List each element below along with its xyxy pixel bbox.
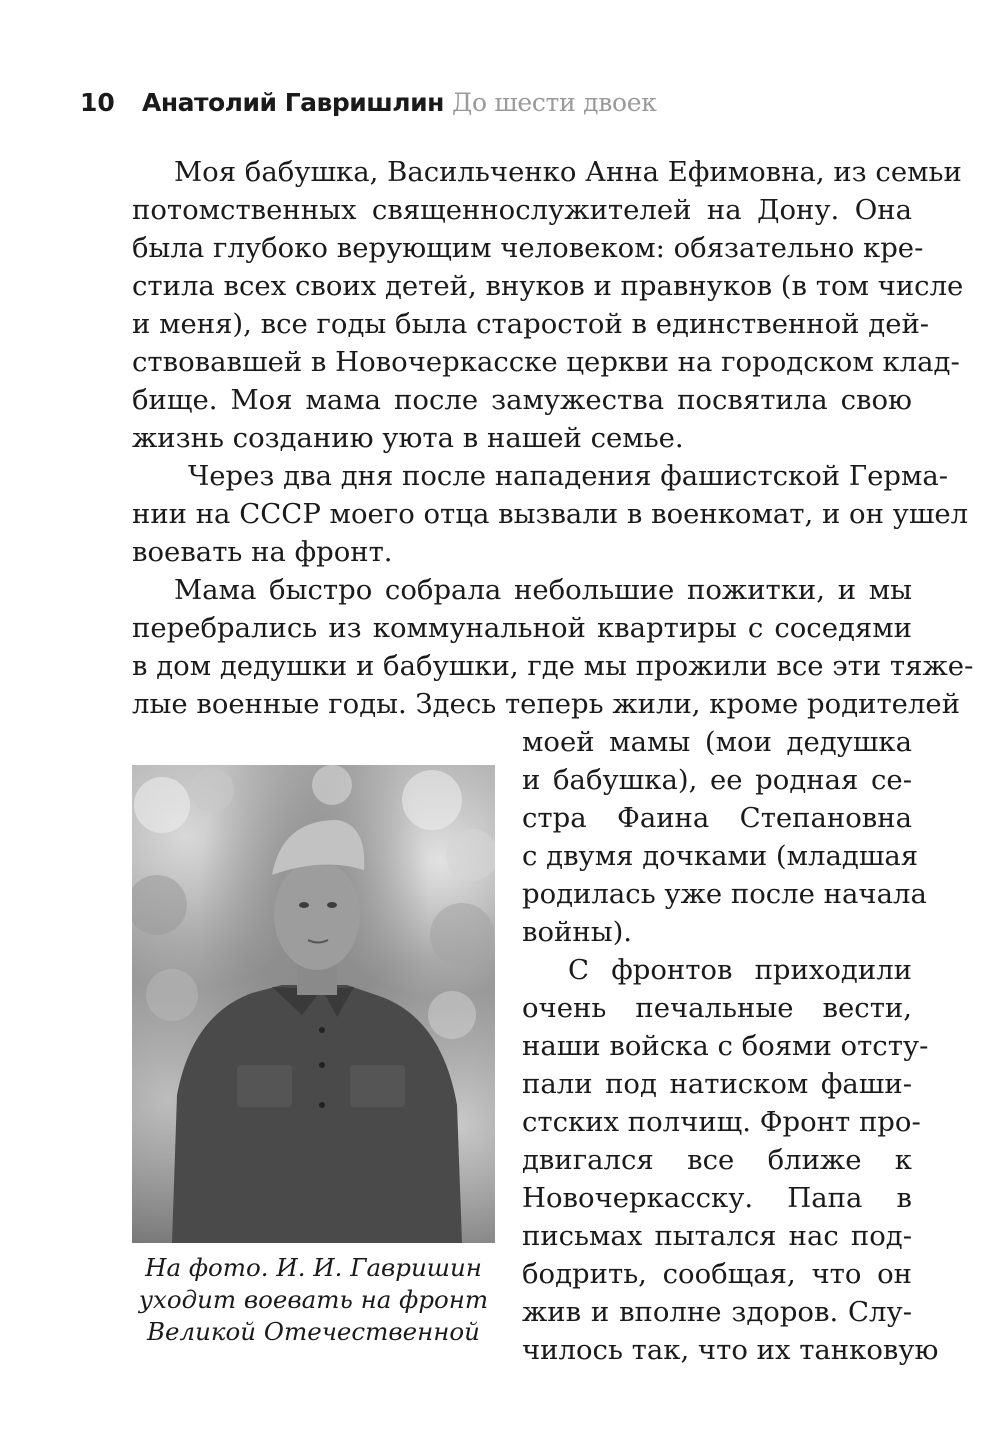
text-line: стра Фаина Степановна <box>522 802 912 834</box>
text-line: была глубоко верующим человеком: обязательно кре- <box>132 232 924 264</box>
text-line: и бабушка), ее родная се- <box>522 764 912 796</box>
text-line: наши войска с боями отсту- <box>522 1030 929 1062</box>
text-line: Через два дня после нападения фашистской Герма- <box>188 460 949 492</box>
text-line: чилось так, что их танковую <box>522 1334 939 1366</box>
book-title: До шести двоек <box>452 88 657 117</box>
text-line: Новочеркасску. Папа в <box>522 1182 912 1214</box>
text-line: с двумя дочками (младшая <box>522 840 919 872</box>
page-number: 10 <box>80 88 115 117</box>
text-line: перебрались из коммунальной квартиры с соседями <box>132 612 912 644</box>
text-line: потомственных священнослужителей на Дону. Она <box>132 194 912 226</box>
text-line: жив и вполне здоров. Слу- <box>522 1296 912 1328</box>
caption-line: уходит воевать на фронт <box>138 1285 489 1314</box>
text-line: письмах пытался нас под- <box>522 1220 912 1252</box>
caption-line: На фото. И. И. Гавришин <box>145 1253 482 1282</box>
text-line: родилась уже после начала <box>522 878 927 910</box>
text-line: стила всех своих детей, внуков и правнуков (в том числе <box>132 270 964 302</box>
text-line: Мама быстро собрала небольшие пожитки, и мы <box>174 574 912 606</box>
text-line: лые военные годы. Здесь теперь жили, кроме родителей <box>132 688 961 720</box>
text-line: двигался все ближе к <box>522 1144 912 1176</box>
portrait-photo <box>132 765 495 1243</box>
text-line: С фронтов приходили <box>568 954 912 986</box>
text-line: войны). <box>522 916 633 948</box>
author-name: Анатолий Гавришлин <box>142 88 444 117</box>
text-line: воевать на фронт. <box>132 536 393 568</box>
text-line: моей мамы (мои дедушка <box>522 726 912 758</box>
text-line: жизнь созданию уюта в нашей семье. <box>132 422 684 454</box>
text-line: и меня), все годы была старостой в единственной дей- <box>132 308 930 340</box>
text-line: стских полчищ. Фронт про- <box>522 1106 921 1138</box>
text-line: в дом дедушки и бабушки, где мы прожили все эти тяже- <box>132 650 974 682</box>
soldier-figure <box>132 765 495 1243</box>
caption-line: Великой Отечественной <box>147 1317 480 1346</box>
text-line: Моя бабушка, Васильченко Анна Ефимовна, из семьи <box>174 156 962 188</box>
text-line: очень печальные вести, <box>522 992 912 1024</box>
text-line: пали под натиском фаши- <box>522 1068 912 1100</box>
text-line: бодрить, сообщая, что он <box>522 1258 912 1290</box>
text-line: ствовавшей в Новочеркасске церкви на городском клад- <box>132 346 960 378</box>
text-line: нии на СССР моего отца вызвали в военкомат, и он ушел <box>132 498 969 530</box>
text-line: бище. Моя мама после замужества посвятила свою <box>132 384 912 416</box>
